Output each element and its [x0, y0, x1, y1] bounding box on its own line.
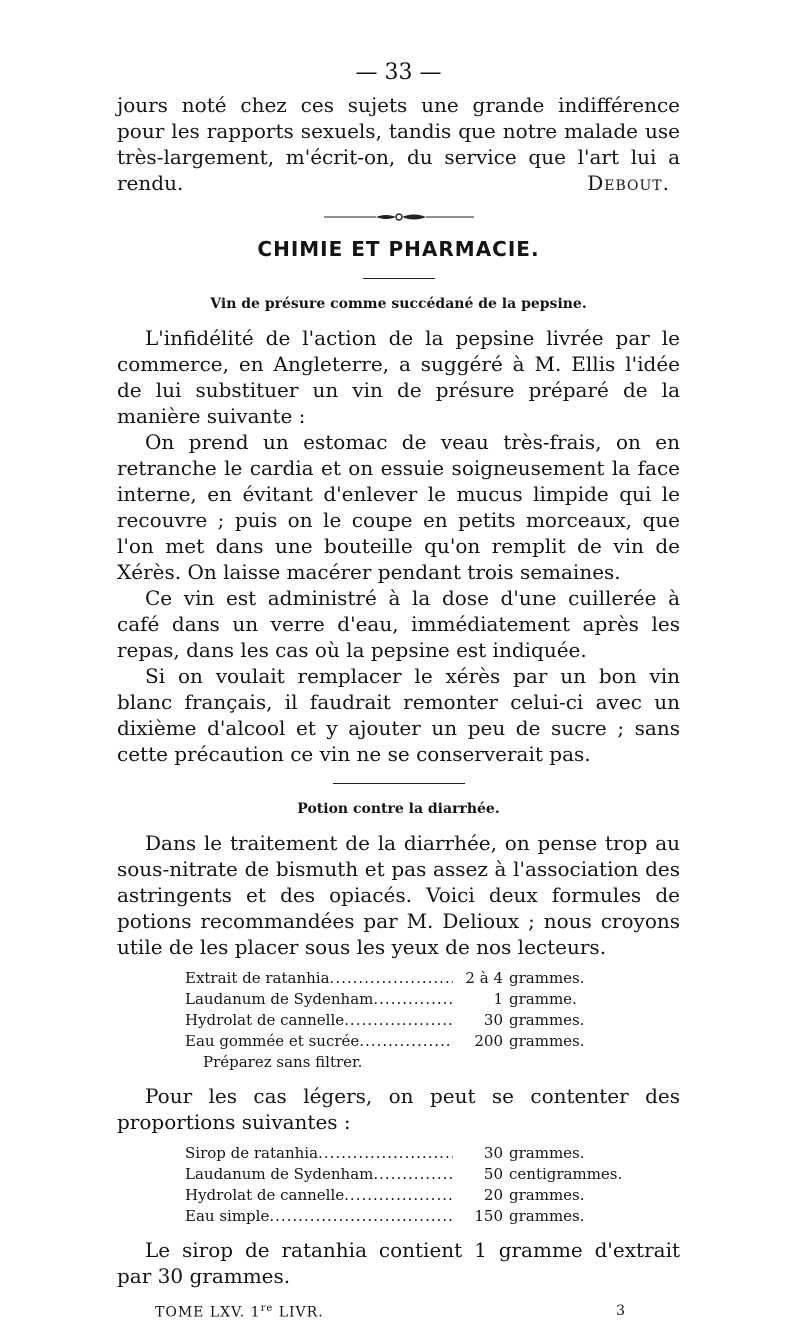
intro-text: [117, 92, 680, 196]
ingredient-name: Laudanum de Sydenham: [185, 990, 374, 1008]
ingredient-qty: 20: [483, 1186, 503, 1204]
section-title: CHIMIE ET PHARMACIE.: [257, 237, 540, 261]
recipe-2: [185, 1143, 621, 1227]
ingredient-qty: 30: [483, 1011, 503, 1029]
recipe-row: [185, 1185, 621, 1206]
article-divider: [333, 783, 465, 784]
leader-dots: [318, 1143, 453, 1164]
page-number: — 33 —: [355, 60, 442, 85]
article1-paragraph-1: L'infidélité de l'action de la pepsine livrée par le commerce, en Angleterre, a suggéré à M. Ellis l'idée de lui substituer un vin de présure préparé de la manière suivante :: [117, 326, 680, 428]
ingredient-name: Extrait de ratanhia: [185, 969, 330, 987]
intro-text-content: jours noté chez ces sujets une grande indifférence pour les rapports sexuels, tandis que notre malade use très-largement, m'écrit-on, du service que l'art lui a rendu.: [117, 93, 680, 195]
signature: Debout.: [587, 171, 670, 195]
ingredient-name: Laudanum de Sydenham: [185, 1165, 374, 1183]
footer-volume: [155, 1303, 324, 1321]
ingredient-name: Eau simple: [185, 1207, 270, 1225]
title-rule: [363, 278, 435, 279]
article2-title: Potion contre la diarrhée.: [297, 801, 500, 817]
footer-volume-sup: re: [260, 1303, 274, 1314]
leader-dots: [344, 1185, 453, 1206]
page-footer: [117, 1303, 680, 1321]
article1-paragraph-4: Si on voulait remplacer le xérès par un bon vin blanc français, il faudrait remonter celui-ci avec un dixième d'alcool et y ajouter un peu de sucre ; sans cette précaution ce vin ne se conserverait pas.: [117, 664, 680, 766]
recipe-row: [185, 968, 621, 989]
ingredient-qty: 50: [483, 1165, 503, 1183]
ingredient-unit: grammes.: [509, 1207, 585, 1225]
leader-dots: [330, 968, 453, 989]
article2-paragraph-1: Dans le traitement de la diarrhée, on pense trop au sous-nitrate de bismuth et pas assez à l'association des astringents et des opiacés. Voici deux formules de potions recommandées par M. Delioux ; nous croyons utile de les placer sous les yeux de nos lecteurs.: [117, 831, 680, 959]
article1-paragraph-3: Ce vin est administré à la dose d'une cuillerée à café dans un verre d'eau, immédiatement après les repas, dans les cas où la pepsine est indiquée.: [117, 586, 680, 662]
ingredient-unit: grammes.: [509, 1144, 585, 1162]
recipe-1: [185, 968, 621, 1073]
ingredient-name: Eau gommée et sucrée: [185, 1032, 360, 1050]
article2-paragraph-2: Pour les cas légers, on peut se contenter des proportions suivantes :: [117, 1084, 680, 1134]
recipe-row: [185, 1031, 621, 1052]
ingredient-unit: grammes.: [509, 969, 585, 987]
ingredient-unit: gramme.: [509, 990, 577, 1008]
ingredient-qty: 2 à 4: [465, 969, 503, 987]
footer-volume-end: LIVR.: [273, 1304, 324, 1321]
leader-dots: [359, 1031, 453, 1052]
article1-title: Vin de présure comme succédané de la pepsine.: [210, 296, 587, 312]
ingredient-unit: grammes.: [509, 1032, 585, 1050]
ingredient-qty: 150: [474, 1207, 503, 1225]
ornament-divider: [324, 212, 474, 222]
recipe-row: [185, 1164, 621, 1185]
ingredient-name: Hydrolat de cannelle: [185, 1186, 345, 1204]
closing-paragraph: Le sirop de ratanhia contient 1 gramme d'extrait par 30 grammes.: [117, 1238, 680, 1288]
document-page: [117, 56, 680, 1321]
ingredient-qty: 200: [474, 1032, 503, 1050]
intro-block: [117, 92, 680, 196]
ingredient-name: Hydrolat de cannelle: [185, 1011, 345, 1029]
recipe-row: [185, 1143, 621, 1164]
ingredient-qty: 30: [483, 1144, 503, 1162]
ingredient-qty: 1: [493, 990, 503, 1008]
recipe-row: [185, 989, 621, 1010]
recipe-note: Préparez sans filtrer.: [203, 1053, 363, 1071]
ingredient-unit: grammes.: [509, 1186, 585, 1204]
footer-volume-text: TOME LXV. 1: [155, 1304, 261, 1321]
footer-signature-number: 3: [616, 1303, 626, 1319]
leader-dots: [344, 1010, 453, 1031]
recipe-row: [185, 1010, 621, 1031]
leader-dots: [373, 1164, 453, 1185]
leader-dots: [373, 989, 453, 1010]
ingredient-unit: grammes.: [509, 1011, 585, 1029]
article1-paragraph-2: On prend un estomac de veau très-frais, on en retranche le cardia et on essuie soigneusement la face interne, en évitant d'enlever le mucus limpide qui le recouvre ; puis on le coupe en petits morceaux, que l'on met dans une bouteille qu'on remplit de vin de Xérès. On laisse macérer pendant trois semaines.: [117, 430, 680, 584]
leader-dots: [269, 1206, 453, 1227]
recipe-row: [185, 1206, 621, 1227]
ingredient-name: Sirop de ratanhia: [185, 1144, 319, 1162]
ingredient-unit: centigrammes.: [509, 1165, 623, 1183]
